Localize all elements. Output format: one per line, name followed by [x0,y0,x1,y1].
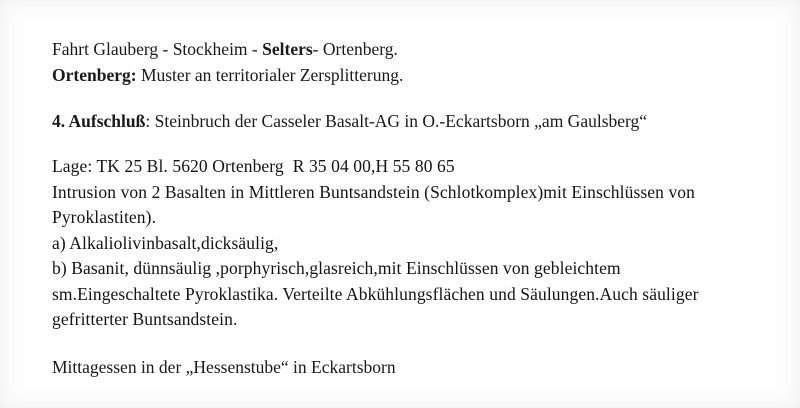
body-line: sm.Eingeschaltete Pyroklastika. Verteilte Abkühlungsflächen und Säulungen.Auch säuliger [52,283,699,304]
body-line: Intrusion von 2 Basalten in Mittleren Buntsandstein (Schlotkomplex)mit Einschlüssen von [52,181,696,202]
section-title [52,108,756,134]
section-title-text: : Steinbruch der Casseler Basalt-AG in O.-Eckartsborn „am Gaulsberg“ [145,111,648,131]
section-number: 4. Aufschluß [52,111,146,131]
heading-line-1-prefix: Fahrt Glauberg - Stockheim - [52,39,263,59]
heading-line-2 [52,62,756,88]
body-line: a) Alkaliolivinbasalt,dicksäulig, [52,232,279,253]
body-line: Pyroklastiten). [52,207,157,227]
heading-line-1-suffix: - Ortenberg. [312,39,398,59]
body-paragraph [52,154,756,333]
body-line: Lage: TK 25 Bl. 5620 Ortenberg R 35 04 00,H 55 80 65 [52,156,455,176]
footer-note: Mittagessen in der „Hessenstube“ in Eckartsborn [52,356,396,377]
spacer-after-section-title [52,134,756,154]
heading-line-1 [52,36,756,62]
heading-line-1-emphasis: Selters [262,39,313,59]
heading-line-2-label: Ortenberg: [52,65,137,85]
spacer-before-footer [52,333,756,355]
body-line: gefritterter Buntsandstein. [52,309,238,329]
spacer-after-heading [52,88,756,108]
body-line: b) Basanit, dünnsäulig ,porphyrisch,glasreich,mit Einschlüssen von gebleichtem [52,258,621,278]
heading-line-2-text: Muster an territorialer Zersplitterung. [136,65,404,85]
